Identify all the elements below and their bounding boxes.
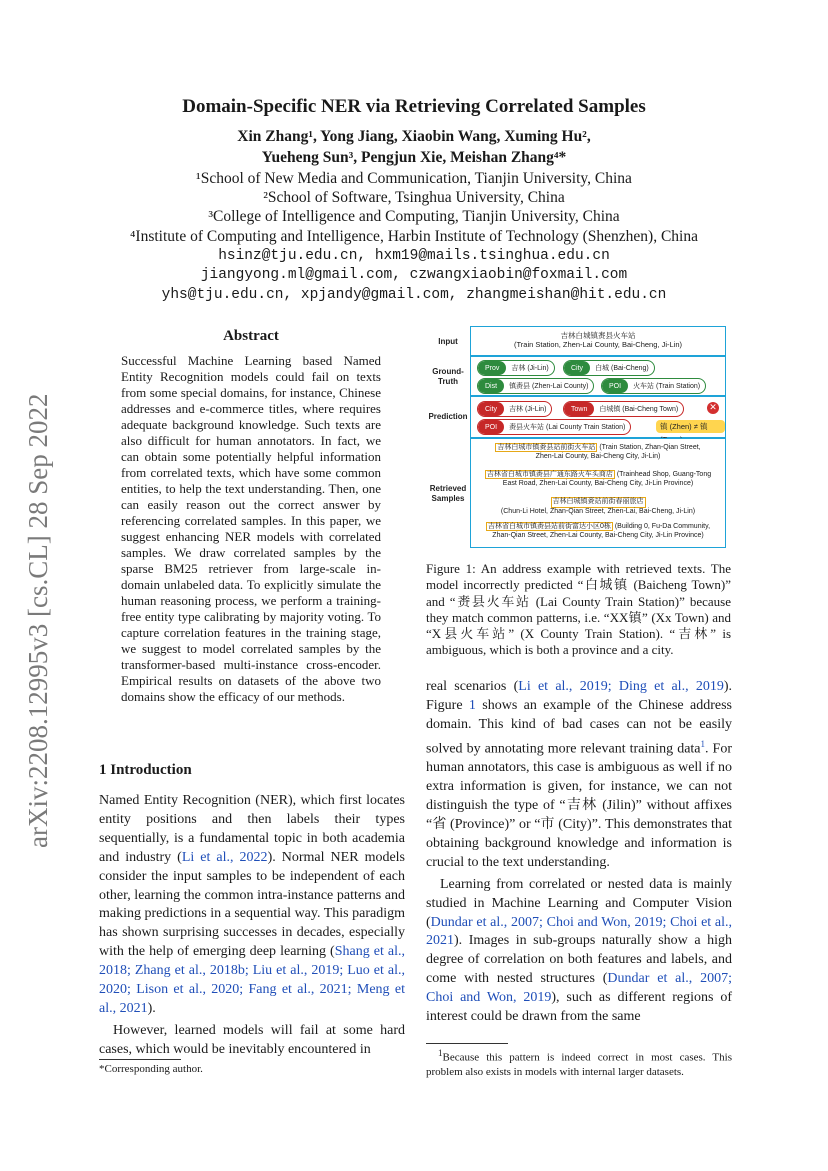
right-paragraph-2 [426, 876, 732, 1027]
abstract-text: Successful Machine Learning based Named Entity Recognition models could fail on texts from some special domains, for instance, Chinese addresses and e-commerce titles, where requires adequate background knowledge. Such texts are also difficult for human annotators. In fact, we can obtain some potentially helpful information from correlated texts, which have some common entities, to help the text understanding. Then, one can easily reason out the correct answer by referencing correlated samples. In this paper, we suggest enhancing NER models with correlated samples. We draw correlated samples by the sparse BM25 retriever from large-scale in-domain unlabeled data. To explicitly simulate the human reasoning process, we perform a training-free entity type calibrating by majority voting. To capture correlation features in the training stage, we suggest to model correlated samples by the transformer-based multi-instance cross-encoder. Empirical results on datasets of the above two domains show the efficacy of our methods. [121, 353, 381, 704]
retrieved-sample-1 [471, 444, 725, 461]
input-chinese: 吉林白城镇赉县火车站 [560, 331, 636, 340]
entity-value: 吉林 (Ji-Lin) [511, 365, 549, 372]
label-retrieved-1: Retrieved [429, 484, 467, 493]
footnote-rule [99, 1059, 181, 1060]
input-box [470, 326, 726, 356]
entity-value: 火车站 (Train Station) [633, 383, 701, 390]
affiliation-4: ⁴Institute of Computing and Intelligence, Harbin Institute of Technology (Shenzhen), China [130, 228, 698, 245]
retrieved-chinese: 吉林省白城市镇赉县站前街富达小区0栋 [487, 523, 611, 530]
right-p2-text-b: ). Images in sub-groups naturally show a high degree of correlation on both features and labels, and come with nested structures ( [426, 933, 732, 987]
entity-tag: Dist [478, 379, 504, 393]
email-line-2: jiangyong.ml@gmail.com, czwangxiaobin@foxmail.com [200, 267, 628, 283]
entity-tag: Town [564, 402, 594, 416]
entity-value: 吉林 (Ji-Lin) [509, 406, 547, 413]
intro-column-right [426, 678, 732, 1027]
right-p1-text-b: ). Figure [426, 679, 733, 713]
footnote-text: Because this pattern is indeed correct in most cases. This problem also exists in models with internal larger datasets. [426, 1051, 732, 1079]
ground-truth-box [470, 356, 726, 396]
retrieved-english: (Chun-Li Hotel, Zhan-Qian Street, Zhen-Lai, Bai-Cheng, Ji-Lin) [500, 507, 696, 515]
right-p2-text-c: ), such as different regions of interest could be drawn from the same [426, 990, 732, 1025]
label-input: Input [438, 337, 458, 346]
footnote-marker-link[interactable]: 1 [700, 738, 706, 749]
entity-tag: POI [478, 420, 504, 434]
pred-entity-town [563, 401, 684, 417]
retrieved-chinese: 吉林白城市镇赉县站前街火车站 [497, 444, 596, 451]
retrieved-english: Zhan-Qian Street, Zhen-Lai County, Bai-Cheng City, Ji-Lin Province) [492, 531, 704, 539]
entity-value: 白城 (Bai-Cheng) [595, 365, 649, 372]
retrieved-english: (Trainhead Shop, Guang-Tong [616, 471, 712, 478]
intro-p1-text-a: Named Entity Recognition (NER), which first locates entity positions and then labels their types sequentially, is a fundamental topic in both academia and industry ( [99, 793, 405, 865]
right-p1-text-c: shows an example of the Chinese address domain. This kind of bad cases can not be easily solved by annotating more relevant training data [426, 697, 732, 757]
retrieved-english: Zhen-Lai County, Bai-Cheng City, Ji-Lin) [535, 452, 661, 460]
entity-tag: POI [602, 379, 628, 393]
footnote-rule [426, 1043, 508, 1044]
affiliation-3: ³College of Intelligence and Computing, Tianjin University, China [208, 208, 620, 225]
intro-p1-text-b: ). Normal NER models consider the input samples to be independent of each other, learning the common intra-instance patterns and making predictions in a sequential way. This paradigm has shown surprising successes in decades, especially with the help of emerging deep learning ( [99, 849, 406, 960]
retrieved-chinese: 吉林省白城市镇赉县广通东路火车头商店 [486, 471, 613, 478]
right-p2-text-a: Learning from correlated or nested data is mainly studied in Machine Learning and Computer Vision ( [426, 876, 732, 930]
entity-value: 赉县火车站 (Lai County Train Station) [509, 424, 626, 431]
retrieved-sample-2 [471, 471, 725, 488]
section-heading-introduction: 1 Introduction [99, 762, 192, 778]
paper-title: Domain-Specific NER via Retrieving Correlated Samples [182, 96, 646, 117]
email-line-1: hsinz@tju.edu.cn, hxm19@mails.tsinghua.edu.cn [218, 248, 610, 264]
intro-p1-text-end: ). [147, 1000, 156, 1016]
citation-link[interactable]: Li et al., 2019; Ding et al., 2019 [518, 679, 724, 694]
pred-entity-poi [477, 419, 631, 435]
gt-entity-dist [477, 378, 594, 394]
error-cross-icon: ✕ [707, 402, 719, 414]
prediction-box [470, 396, 726, 438]
label-prediction: Prediction [428, 412, 468, 421]
right-paragraph-1 [426, 678, 732, 873]
email-line-3: yhs@tju.edu.cn, xpjandy@gmail.com, zhangmeishan@hit.edu.cn [161, 287, 667, 303]
retrieved-english: (Train Station, Zhan-Qian Street, [599, 444, 701, 451]
intro-column-left [99, 792, 405, 1060]
entity-tag: City [478, 402, 504, 416]
retrieved-english: (Building 0, Fu-Da Community, [614, 523, 711, 530]
retrieved-sample-3 [471, 497, 725, 516]
pred-entity-city [477, 401, 552, 417]
retrieved-samples-box [470, 438, 726, 548]
footnote-number: 1 [438, 1048, 443, 1058]
figure-1 [428, 326, 728, 550]
intro-paragraph-2: However, learned models will fail at some hard cases, which would be inevitably encountered in [99, 1022, 405, 1057]
retrieved-chinese: 吉林白城镇赉站前街春丽旅店 [551, 497, 646, 508]
citation-link[interactable]: Dundar et al., 2007; Choi and Won, 2019 [426, 971, 732, 1006]
label-ground-truth-1: Ground- [432, 367, 464, 376]
gt-entity-poi [601, 378, 706, 394]
affiliation-1: ¹School of New Media and Communication, Tianjin University, China [196, 170, 632, 187]
footnote-corresponding-author: *Corresponding author. [99, 1063, 203, 1075]
authors-line-1: Xin Zhang¹, Yong Jiang, Xiaobin Wang, Xuming Hu², [237, 128, 591, 145]
footnote-1 [426, 1046, 732, 1080]
entity-tag: Prov [478, 361, 506, 375]
affiliation-2: ²School of Software, Tsinghua University, China [263, 189, 565, 206]
entity-value: 镇赉县 (Zhen-Lai County) [509, 383, 589, 390]
mismatch-note: 镇 (Zhen) ≠ 镇 [656, 420, 725, 433]
input-english: (Train Station, Zhen-Lai County, Bai-Cheng, Ji-Lin) [514, 340, 682, 349]
abstract-heading: Abstract [223, 328, 279, 344]
citation-link[interactable]: Li et al., 2022 [181, 849, 268, 865]
figure-1-caption: Figure 1: An address example with retrieved texts. The model incorrectly predicted “白城镇 (Baicheng Town)” and “赉县火车站 (Lai County Train Station)” because they match common patterns, i.e. “XX镇” (Xx Town) and “X县火车站” (X County Train Station). “吉林” is ambiguous, which is both a province and a city. [426, 561, 731, 658]
figure-reference-link[interactable]: 1 [468, 697, 476, 713]
label-ground-truth-2: Truth [438, 377, 458, 386]
gt-entity-city [563, 360, 655, 376]
retrieved-sample-4 [471, 523, 725, 540]
citation-link[interactable]: Dundar et al., 2007; Choi and Won, 2019; Choi et al., 2021 [426, 914, 732, 949]
right-p1-text-d: . For human annotators, this case is ambiguous as well if no extra information is given, for instance, we can not distinguish the type of “吉林 (Jilin)” without affixes “省 (Province)” or “市 (City)”. This demonstrates that obtaining background knowledge and information is crucial to the text understanding. [426, 741, 733, 870]
entity-value: 白城镇 (Bai-Cheng Town) [599, 406, 679, 413]
gt-entity-prov [477, 360, 555, 376]
right-p1-text-a: real scenarios ( [426, 679, 519, 694]
authors-line-2: Yueheng Sun³, Pengjun Xie, Meishan Zhang⁴* [261, 149, 567, 166]
entity-tag: City [564, 361, 590, 375]
label-retrieved-2: Samples [431, 494, 465, 503]
retrieved-english: East Road, Zhen-Lai County, Bai-Cheng City, Ji-Lin Province) [502, 479, 694, 487]
intro-paragraph-1 [99, 792, 405, 1019]
citation-link[interactable]: Shang et al., 2018; Zhang et al., 2018b; Liu et al., 2019; Luo et al., 2020; Lison et al., 2020; Fang et al., 2021; Meng et al., 2021 [99, 944, 405, 1016]
arxiv-identifier: arXiv:2208.12995v3 [cs.CL] 28 Sep 2022 [23, 393, 53, 848]
